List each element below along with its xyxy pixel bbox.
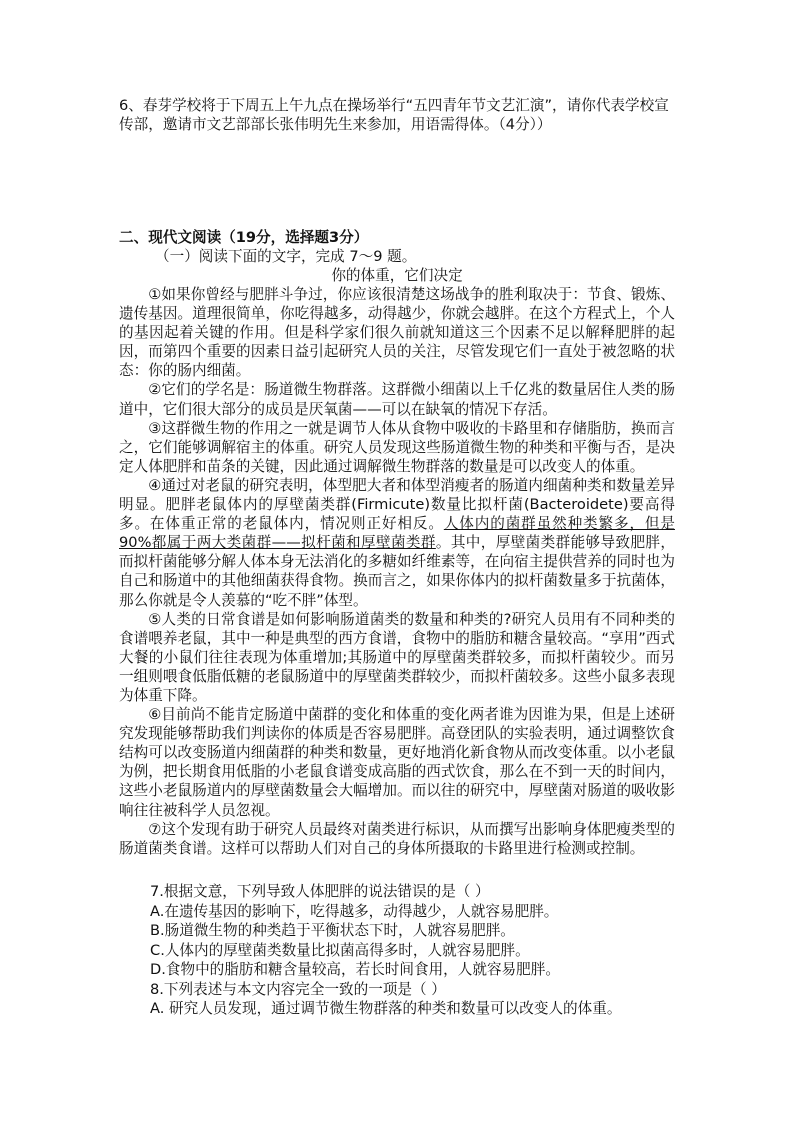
question-7-stem: 7.根据文意，下列导致人体肥胖的说法错误的是（ ） [150, 883, 490, 900]
question-6-text: 6、春芽学校将于下周五上午九点在操场举行“五四青年节文艺汇演”，请你代表学校宣传部，邀请市文艺部部长张伟明先生来参加，用语需得体。（4分）） [119, 97, 669, 133]
paragraph-4 [119, 476, 675, 610]
question-7-option-b: B.肠道微生物的种类趋于平衡状态下时，人就容易肥胖。 [150, 922, 515, 939]
question-7-option-d: D.食物中的脂肪和糖含量较高，若长时间食用，人就容易肥胖。 [150, 961, 560, 978]
paragraph-6: ⑥目前尚不能肯定肠道中菌群的变化和体重的变化两者谁为因谁为果，但是上述研究发现能够帮助我们判读你的体质是否容易肥胖。高登团队的实验表明，通过调整饮食结构可以改变肠道内细菌群的种类和数量，更好地消化新食物从而改变体重。以小老鼠为例，把长期食用低脂的小老鼠食谱变成高脂的西式饮食，那么在不到一天的时间内，这些小老鼠肠道内的厚壁菌数量会大幅增加。而以往的研究中，厚壁菌对肠道的吸收影响往往被科学人员忽视。 [119, 706, 675, 819]
question-7-option-c: C.人体内的厚壁菌类数量比拟菌高得多时，人就容易肥胖。 [150, 941, 530, 959]
article-title: 你的体重，它们决定 [331, 267, 463, 284]
question-6 [119, 96, 675, 134]
section-heading: 二、现代文阅读（19分，选择题3分） [119, 229, 369, 246]
paragraph-3: ③这群微生物的作用之一就是调节人体从食物中吸收的卡路里和存储脂肪，换而言之，它们能够调解宿主的体重。研究人员发现这些肠道微生物的种类和平衡与否，是决定人体肥胖和苗条的关键，因此通过调解微生物群落的数量是可以改变人的体重。 [119, 419, 675, 475]
paragraph-2: ②它们的学名是：肠道微生物群落。这群微小细菌以上千亿兆的数量居住人类的肠道中，它们很大部分的成员是厌氧菌——可以在缺氧的情况下存活。 [119, 381, 675, 418]
paragraph-7: ⑦这个发现有助于研究人员最终对菌类进行标识，从而撰写出影响身体肥瘦类型的肠道菌类食谱。这样可以帮助人们对自己的身体所摄取的卡路里进行检测或控制。 [119, 820, 675, 857]
paragraph-5: ⑤人类的日常食谱是如何影响肠道菌类的数量和种类的?研究人员用有不同种类的食谱喂养老鼠，其中一种是典型的西方食谱，食物中的脂肪和糖含量较高。“享用”西式大餐的小鼠们往往表现为体重增加;其肠道中的厚壁菌类群较多，而拟杆菌较少。而另一组则喂食低脂低糖的老鼠肠道中的厚壁菌类群较少，而拟杆菌较多。这些小鼠多表现为体重下降。 [119, 610, 675, 704]
questions [150, 882, 680, 1019]
article-body [119, 285, 675, 858]
question-8-option-a: A. 研究人员发现，通过调节微生物群落的种类和数量可以改变人的体重。 [150, 1000, 622, 1017]
question-7-option-a: A.在遗传基因的影响下，吃得越多，动得越少，人就容易肥胖。 [150, 902, 559, 920]
question-8-stem: 8.下列表述与本文内容完全一致的一项是（ ） [150, 980, 446, 998]
reading-instruction: （一）阅读下面的文字，完成 7～9 题。 [155, 248, 417, 265]
paragraph-4-underlined: 人体内的菌群虽然种类繁多，但是 90%都属于两大类菌群——拟杆菌和厚壁菌类群 [119, 515, 675, 552]
paragraph-4-part-a: ④通过对老鼠的研究表明，体型肥大者和体型消瘦者的肠道内细菌种类和数量差异明显。肥胖老鼠体内的厚壁菌类群(Firmicute)数量比拟杆菌(Bacteroidete)要高得多。在体重正常的老鼠体内，情况则正好相反。 [119, 476, 675, 533]
paragraph-1: ①如果你曾经与肥胖斗争过，你应该很清楚这场战争的胜利取决于：节食、锻炼、遗传基因。道理很简单，你吃得越多，动得越少，你就会越胖。在这个方程式上，个人的基因起着关键的作用。但是科学家们很久前就知道这三个因素不足以解释肥胖的起因，而第四个重要的因素日益引起研究人员的关注，尽管发现它们一直处于被忽略的状态：你的肠内细菌。 [119, 286, 675, 380]
paragraph-4-part-b: 。其中，厚壁菌类群能够导致肥胖，而拟杆菌能够分解人体本身无法消化的多糖如纤维素等，在向宿主提供营养的同时也为自己和肠道中的其他细菌获得食物。换而言之，如果你体内的拟杆菌数量多于抗菌体，那么你就是令人羡慕的“吃不胖”体型。 [119, 534, 675, 609]
